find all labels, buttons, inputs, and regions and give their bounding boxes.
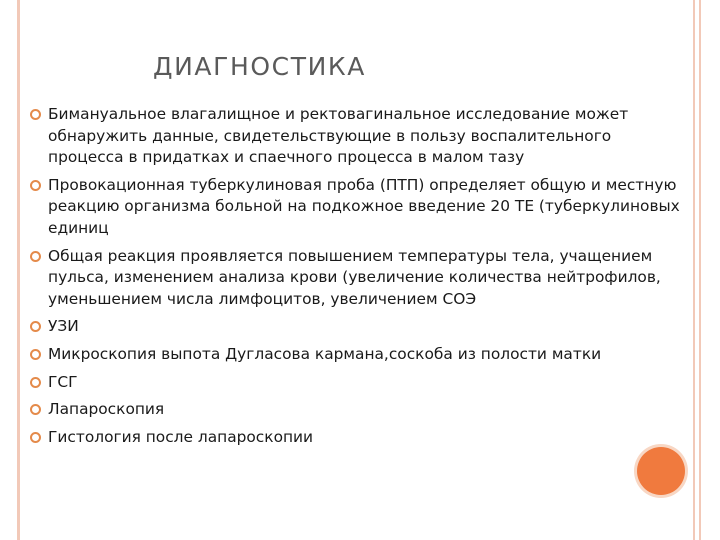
bullet-text: УЗИ	[48, 317, 79, 336]
bullet-circle-icon	[30, 377, 41, 388]
bullet-text: ГСГ	[48, 372, 78, 391]
bullet-item	[30, 104, 680, 169]
bullet-item	[30, 372, 680, 394]
bullet-item	[30, 344, 680, 366]
bullet-circle-icon	[30, 180, 41, 191]
bullet-circle-icon	[30, 109, 41, 120]
left-border-line	[17, 0, 20, 540]
bullet-text: Гистология после лапароскопии	[48, 427, 314, 446]
bullet-circle-icon	[30, 432, 41, 443]
bullet-item	[30, 427, 680, 449]
right-border-line-inner	[699, 0, 701, 540]
decorative-circle-icon	[637, 447, 685, 495]
bullet-item	[30, 175, 680, 240]
slide-title: ДИАГНОСТИКА	[153, 52, 366, 81]
bullet-item	[30, 399, 680, 421]
bullet-item	[30, 316, 680, 338]
bullet-text: Лапароскопия	[48, 400, 165, 419]
bullet-circle-icon	[30, 349, 41, 360]
right-border-line-outer	[693, 0, 695, 540]
bullet-item	[30, 246, 680, 311]
bullet-text: Общая реакция проявляется повышением температуры тела, учащением пульса, изменением анализа крови (увеличение количества нейтрофилов, уменьшением числа лимфоцитов, увеличением СОЭ	[48, 246, 661, 308]
bullet-list	[30, 104, 680, 454]
bullet-text: Бимануальное влагалищное и ректовагинальное исследование может обнаружить данные, свидетельствующие в пользу воспалительного процесса в придатках и спаечного процесса в малом тазу	[48, 105, 629, 167]
bullet-circle-icon	[30, 251, 41, 262]
bullet-text: Микроскопия выпота Дугласова кармана,соскоба из полости матки	[48, 344, 602, 363]
bullet-circle-icon	[30, 404, 41, 415]
bullet-text: Провокационная туберкулиновая проба (ПТП) определяет общую и местную реакцию организма больной на подкожное введение 20 ТЕ (туберкулиновых единиц	[48, 175, 680, 237]
bullet-circle-icon	[30, 321, 41, 332]
